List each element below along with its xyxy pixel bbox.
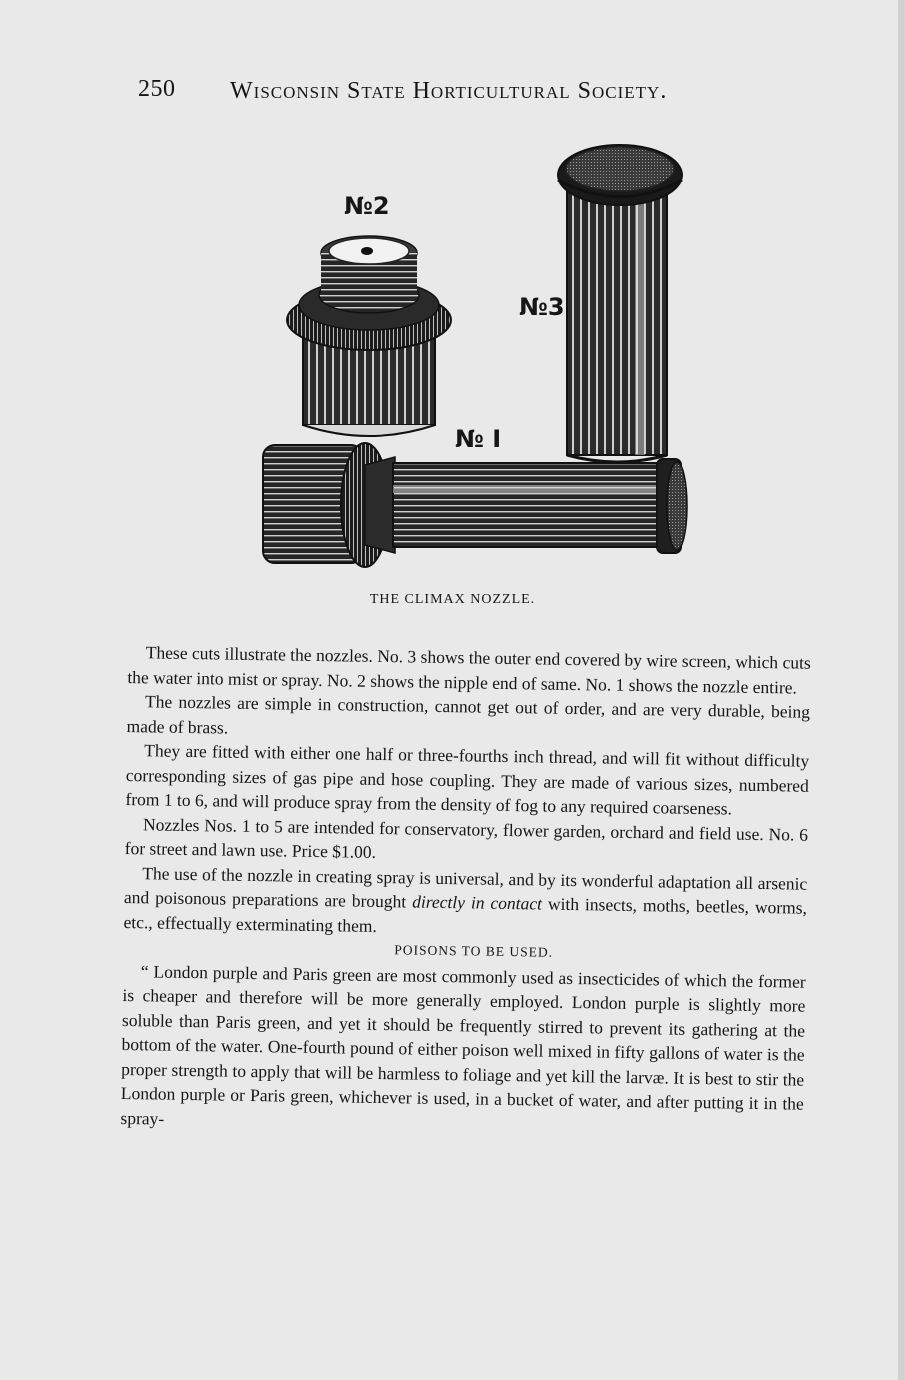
body-text xyxy=(120,640,811,1141)
paragraph-2: The nozzles are simple in construction, cannot get out of order, and are very durable, being made of brass. xyxy=(126,691,811,738)
nozzle-no2 xyxy=(287,236,451,436)
paragraph-5 xyxy=(123,860,807,944)
paragraph-5-end: with insects, moths, beetles, worms, etc., effectually exterminating them. xyxy=(123,893,808,936)
label-no1: № I xyxy=(455,425,502,453)
label-no3: №3 xyxy=(519,293,565,321)
nozzle-engraving xyxy=(255,135,695,585)
page-edge-shadow xyxy=(898,0,905,1380)
paragraph-5-italic: directly in contact xyxy=(412,891,543,914)
section-heading: POISONS TO BE USED. xyxy=(394,942,554,960)
label-no2: №2 xyxy=(344,192,390,220)
quote-paragraph: “ London purple and Paris green are most commonly used as insecticides of which the former is cheaper and therefore will be more generally employed. London purple is slightly more soluble than Paris green, and yet it should be frequently stirred to prevent its gathering at the bottom of the water. One-fourth pound of either poison well mixed in fifty gallons of water is the proper strength to apply that will be harmless to foliage and yet kill the larvæ. It is best to stir the London purple or Paris green, whichever is used, in a bucket of water, and after putting it in the spray- xyxy=(120,960,806,1129)
paragraph-3: They are fitted with either one half or three-fourths inch thread, and will fit without difficulty corresponding sizes of gas pipe and hose coupling. They are made of various sizes, numbered from 1 to 6, and will produce spray from the density of fog to any required coarseness. xyxy=(125,740,810,819)
figure-caption: THE CLIMAX NOZZLE. xyxy=(369,592,536,607)
page-number: 250 xyxy=(138,76,176,102)
paragraph-5-start: The use of the nozzle in creating spray is universal, and by its wonderful adaptation all arsenic and poisonous preparations are brought xyxy=(123,862,808,912)
paragraph-1: These cuts illustrate the nozzles. No. 3 shows the outer end covered by wire screen, which cuts the water into mist or spray. No. 2 shows the nipple end of same. No. 1 shows the nozzle entire. xyxy=(127,642,811,698)
nozzle-illustration xyxy=(255,135,695,585)
running-head: Wisconsin State Horticultural Society. xyxy=(230,78,668,104)
paragraph-4: Nozzles Nos. 1 to 5 are intended for conservatory, flower garden, orchard and field use. No. 6 for street and lawn use. Price $1.00. xyxy=(124,813,809,862)
nozzle-no3 xyxy=(558,145,682,462)
